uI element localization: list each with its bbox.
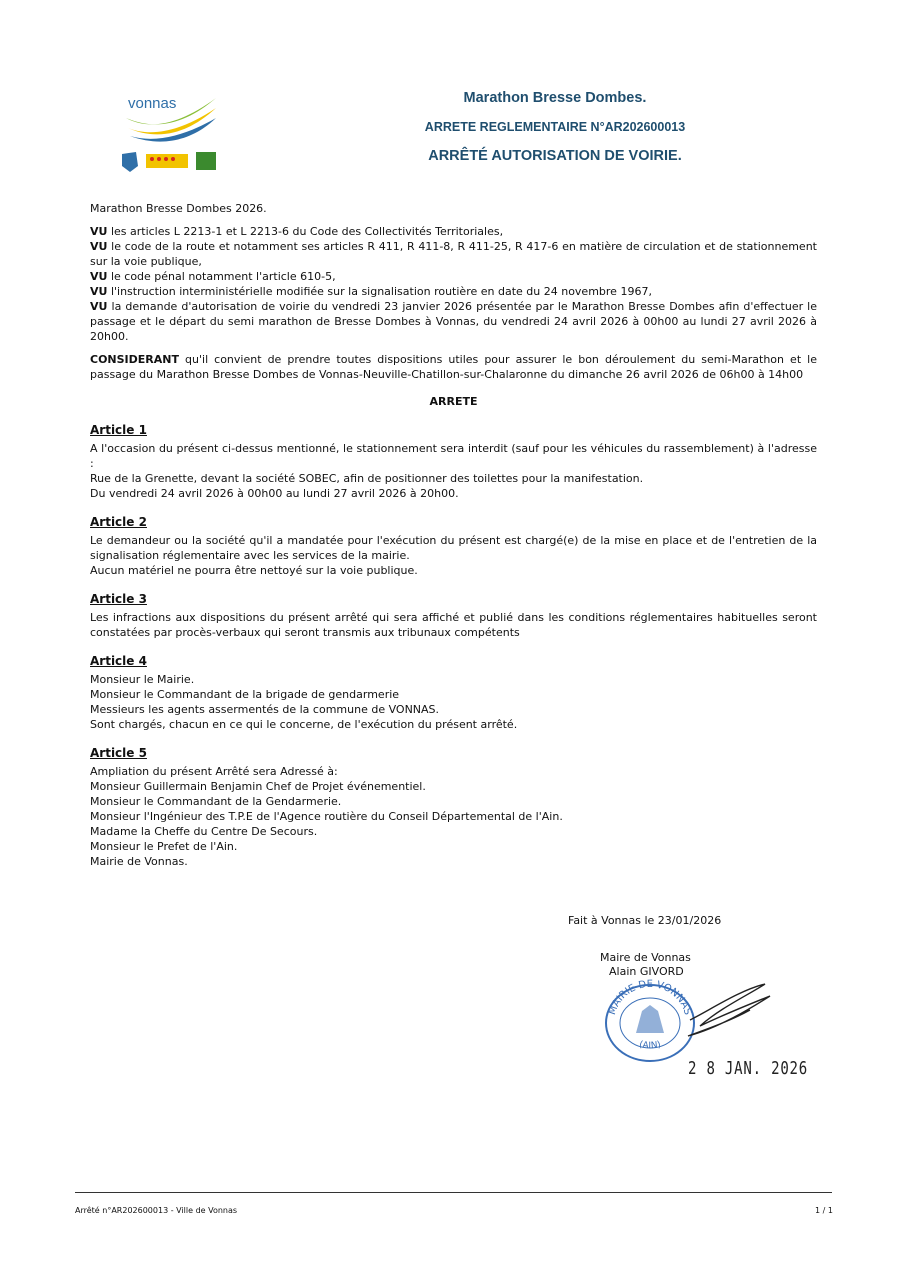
vu-item: VU le code de la route et notamment ses articles R 411, R 411-8, R 411-25, R 417-6 en matière de circulation et de stationnement sur la voie publique, <box>90 240 817 268</box>
intro-line: Marathon Bresse Dombes 2026. <box>90 202 267 215</box>
article-title: Article 1 <box>90 423 147 437</box>
document-header <box>385 90 725 164</box>
article-line: Mairie de Vonnas. <box>90 855 188 868</box>
vu-item: VU la demande d'autorisation de voirie du vendredi 23 janvier 2026 présentée par le Marathon Bresse Dombes afin d'effectuer le passage et le départ du semi marathon de Bresse Dombes à Vonnas, du vendredi 24 avril 2026 à 00h00 au lundi 27 avril 2026 à 20h00. <box>90 300 818 343</box>
article-line: Aucun matériel ne pourra être nettoyé sur la voie publique. <box>90 564 418 577</box>
vu-item: VU l'instruction interministérielle modifiée sur la signalisation routière en date du 24 novembre 1967, <box>90 285 652 298</box>
article-line: Monsieur le Commandant de la brigade de gendarmerie <box>90 688 400 701</box>
article-line: Messieurs les agents assermentés de la commune de VONNAS. <box>90 703 440 716</box>
article-line: Ampliation du présent Arrêté sera Adressé à: <box>90 765 338 778</box>
footer-page-number: 1 / 1 <box>815 1206 833 1215</box>
article-line: Sont chargés, chacun en ce qui le concerne, de l'exécution du présent arrêté. <box>90 718 518 731</box>
article-title: Article 4 <box>90 654 147 668</box>
logo-wordmark: vonnas <box>128 95 177 112</box>
considerant-paragraph: CONSIDERANT qu'il convient de prendre toutes dispositions utiles pour assurer le bon déroulement du semi-Marathon et le passage du Marathon Bresse Dombes de Vonnas-Neuville-Chatillon-sur-Chalaronne du dimanche 26 avril 2026 de 06h00 à 14h00 <box>90 353 817 381</box>
header-heading: ARRÊTÉ AUTORISATION DE VOIRIE. <box>428 148 682 164</box>
footer-reference: Arrêté n°AR202600013 - Ville de Vonnas <box>75 1206 238 1215</box>
handwritten-signature <box>670 980 780 1044</box>
vonnas-logo <box>118 92 228 178</box>
received-date-stamp: 2 8 JAN. 2026 <box>688 1058 809 1079</box>
signature-role: Maire de Vonnas <box>600 951 691 964</box>
logo-green-badge-icon <box>196 152 216 170</box>
vu-item: VU les articles L 2213-1 et L 2213-6 du Code des Collectivités Territoriales, <box>90 225 504 238</box>
article-line: Monsieur l'Ingénieur des T.P.E de l'Agence routière du Conseil Départemental de l'Ain. <box>90 810 563 823</box>
vu-item: VU le code pénal notamment l'article 610-5, <box>90 270 336 283</box>
stamp-emblem-icon <box>636 1005 664 1033</box>
article-line: Monsieur Guillermain Benjamin Chef de Projet événementiel. <box>90 780 426 793</box>
article-line: Les infractions aux dispositions du présent arrêté qui sera affiché et publié dans les conditions réglementaires habituelles seront constatées par procès-verbaux qui seront transmis aux tribunaux compétents <box>90 611 817 639</box>
article-line: Madame la Cheffe du Centre De Secours. <box>90 825 318 838</box>
header-subtitle: ARRETE REGLEMENTAIRE N°AR202600013 <box>424 120 686 134</box>
arrete-heading: ARRETE <box>429 395 478 408</box>
document-body <box>90 201 817 869</box>
footer-divider <box>75 1192 832 1193</box>
article-line: Monsieur le Prefet de l'Ain. <box>90 840 238 853</box>
svg-text:(AIN): (AIN) <box>638 1039 662 1052</box>
article-line: Monsieur le Mairie. <box>90 673 195 686</box>
article-line: A l'occasion du présent ci-dessus mentionné, le stationnement sera interdit (sauf pour les véhicules du rassemblement) à l'adresse : <box>90 442 817 470</box>
logo-crest-icon <box>122 152 138 172</box>
svg-text:MAIRIE DE VONNAS: MAIRIE DE VONNAS <box>606 978 693 1017</box>
signature-name: Alain GIVORD <box>609 965 684 978</box>
signature-place-date: Fait à Vonnas le 23/01/2026 <box>568 914 722 927</box>
article-line: Du vendredi 24 avril 2026 à 00h00 au lundi 27 avril 2026 à 20h00. <box>90 487 459 500</box>
article-line: Le demandeur ou la société qu'il a mandatée pour l'exécution du présent est chargé(e) de la mise en place et de l'entretien de la signalisation réglementaire avec les services de la mairie. <box>90 534 817 562</box>
article-title: Article 5 <box>90 746 147 760</box>
article-line: Rue de la Grenette, devant la société SOBEC, afin de positionner des toilettes pour la manifestation. <box>90 472 644 485</box>
article-title: Article 2 <box>90 515 147 529</box>
article-title: Article 3 <box>90 592 147 606</box>
article-line: Monsieur le Commandant de la Gendarmerie. <box>90 795 342 808</box>
header-title: Marathon Bresse Dombes. <box>463 90 647 106</box>
logo-flower-badge-icon <box>146 154 188 168</box>
